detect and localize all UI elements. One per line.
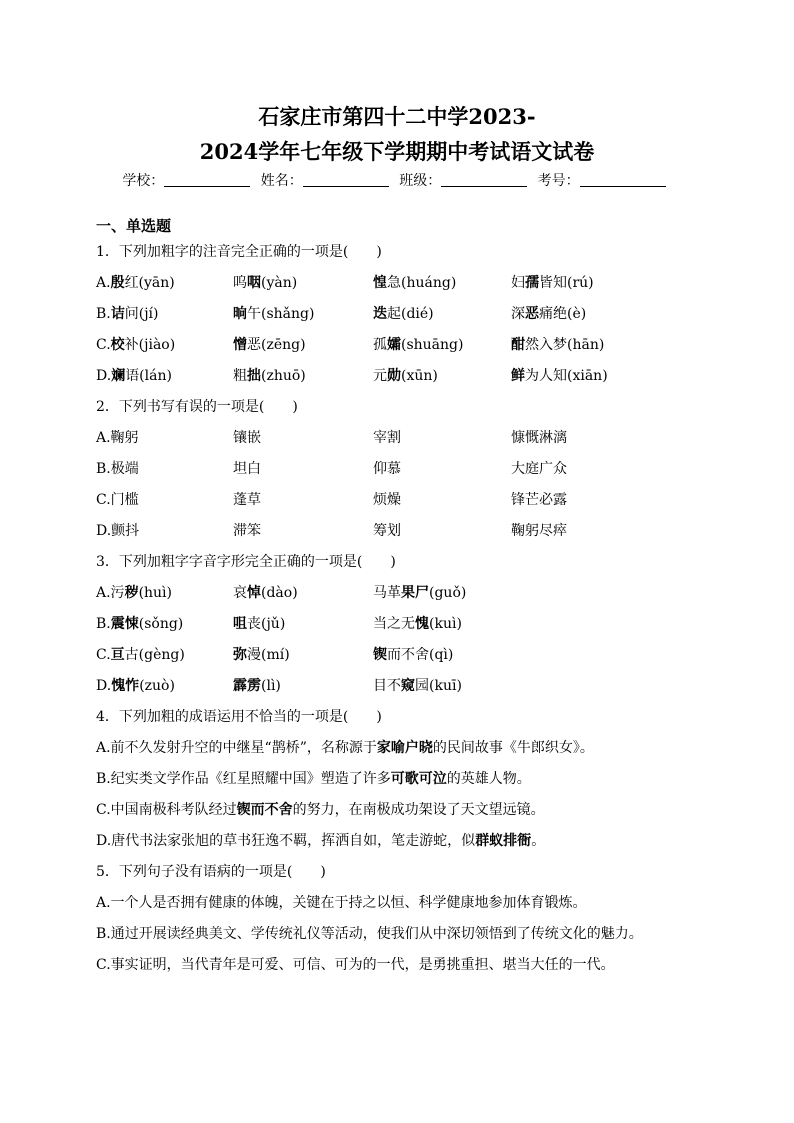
question-1-option-d[interactable] bbox=[96, 361, 706, 392]
question-5-stem: 5．下列句子没有语病的一项是( ) bbox=[96, 864, 326, 880]
option-cell: 妇孺皆知(rú) bbox=[511, 275, 594, 291]
question-2-option-a[interactable] bbox=[96, 423, 706, 454]
name-label: 姓名： bbox=[260, 173, 303, 189]
option-cell: 弥漫(mí) bbox=[233, 647, 290, 663]
option-cell: C.门槛 bbox=[96, 492, 139, 508]
option-cell: 元勋(xūn) bbox=[373, 368, 438, 384]
question-3-option-b[interactable] bbox=[96, 609, 706, 640]
option-cell: 马革果尸(guǒ) bbox=[373, 585, 467, 601]
name-blank[interactable] bbox=[303, 172, 389, 187]
question-2-stem: 2．下列书写有误的一项是( ) bbox=[96, 399, 298, 415]
exam-title-line2: 2024学年七年级下学期期中考试语文试卷 bbox=[199, 139, 595, 164]
school-label: 学校： bbox=[122, 173, 165, 189]
option-cell: C.校补(jiào) bbox=[96, 337, 176, 353]
option-cell: 滞笨 bbox=[233, 523, 261, 539]
option-cell: 酣然入梦(hān) bbox=[511, 337, 605, 353]
question-2-option-b[interactable] bbox=[96, 454, 706, 485]
option-cell: 坦白 bbox=[233, 461, 261, 477]
option-cell: 大庭广众 bbox=[511, 461, 567, 477]
option-cell: 咀丧(jǔ) bbox=[233, 616, 286, 632]
question-2-option-c[interactable] bbox=[96, 485, 706, 516]
class-label: 班级： bbox=[399, 173, 442, 189]
option-cell: B.诘问(jí) bbox=[96, 306, 159, 322]
question-1-option-b[interactable] bbox=[96, 299, 706, 330]
question-4-option-b[interactable]: B.纪实类文学作品《红星照耀中国》塑造了许多可歌可泣的英雄人物。 bbox=[96, 771, 531, 787]
question-2-option-d[interactable] bbox=[96, 516, 706, 547]
option-cell: 慷慨淋漓 bbox=[511, 430, 567, 446]
option-cell: 镶嵌 bbox=[233, 430, 261, 446]
option-cell: 孤孀(shuāng) bbox=[373, 337, 464, 353]
question-3-stem: 3．下列加粗字字音字形完全正确的一项是( ) bbox=[96, 554, 396, 570]
student-info-row bbox=[0, 170, 794, 190]
school-blank[interactable] bbox=[164, 172, 250, 187]
question-3-option-c[interactable] bbox=[96, 640, 706, 671]
option-cell: 筹划 bbox=[373, 523, 401, 539]
question-1-option-a[interactable] bbox=[96, 268, 706, 299]
option-cell: 迭起(dié) bbox=[373, 306, 434, 322]
option-cell: 蓬草 bbox=[233, 492, 261, 508]
question-4-option-d[interactable]: D.唐代书法家张旭的草书狂逸不羁，挥洒自如，笔走游蛇，似群蚁排衙。 bbox=[96, 833, 546, 849]
exam-number-label: 考号： bbox=[537, 173, 580, 189]
questions bbox=[96, 237, 706, 981]
question-4-option-c[interactable]: C.中国南极科考队经过锲而不舍的努力，在南极成功架设了天文望远镜。 bbox=[96, 802, 545, 818]
option-cell: 烦燥 bbox=[373, 492, 401, 508]
exam-title-line1: 石家庄市第四十二中学2023- bbox=[258, 104, 536, 129]
question-5-option-c[interactable]: C.事实证明，当代青年是可爱、可信、可为的一代，是勇挑重担、堪当大任的一代。 bbox=[96, 957, 615, 973]
question-3-option-a[interactable] bbox=[96, 578, 706, 609]
option-cell: D.斓语(lán) bbox=[96, 368, 172, 384]
section-heading: 一、单选题 bbox=[96, 217, 172, 235]
option-cell: A.污秽(huì) bbox=[96, 585, 172, 601]
option-cell: B.震悚(sǒng) bbox=[96, 616, 184, 632]
question-1-option-c[interactable] bbox=[96, 330, 706, 361]
option-cell: 锋芒必露 bbox=[511, 492, 567, 508]
option-cell: 憎恶(zēng) bbox=[233, 337, 306, 353]
option-cell: 鲜为人知(xiān) bbox=[511, 368, 608, 384]
option-cell: 锲而不舍(qì) bbox=[373, 647, 454, 663]
option-cell: 呜咽(yàn) bbox=[233, 275, 298, 291]
option-cell: 晌午(shǎng) bbox=[233, 306, 315, 322]
option-cell: 仰慕 bbox=[373, 461, 401, 477]
question-5-option-b[interactable]: B.通过开展读经典美文、学传统礼仪等活动，使我们从中深切领悟到了传统文化的魅力。 bbox=[96, 926, 643, 942]
option-cell: 当之无愧(kuì) bbox=[373, 616, 462, 632]
class-blank[interactable] bbox=[441, 172, 527, 187]
option-cell: 哀悼(dào) bbox=[233, 585, 298, 601]
option-cell: 目不窥园(kuī) bbox=[373, 678, 462, 694]
question-4-option-a[interactable]: A.前不久发射升空的中继星“鹊桥”，名称源于家喻户晓的民间故事《牛郎织女》。 bbox=[96, 740, 594, 756]
option-cell: C.亘古(gèng) bbox=[96, 647, 185, 663]
question-5-option-a[interactable]: A.一个人是否拥有健康的体魄，关键在于持之以恒、科学健康地参加体育锻炼。 bbox=[96, 895, 587, 911]
option-cell: A.鞠躬 bbox=[96, 430, 139, 446]
option-cell: 霹雳(lì) bbox=[233, 678, 281, 694]
option-cell: D.愧怍(zuò) bbox=[96, 678, 175, 694]
option-cell: D.颤抖 bbox=[96, 523, 140, 539]
question-4-stem: 4．下列加粗的成语运用不恰当的一项是( ) bbox=[96, 709, 382, 725]
option-cell: 惶急(huáng) bbox=[373, 275, 457, 291]
exam-number-blank[interactable] bbox=[580, 172, 666, 187]
option-cell: 粗拙(zhuō) bbox=[233, 368, 306, 384]
option-cell: A.殷红(yān) bbox=[96, 275, 175, 291]
question-1-stem: 1．下列加粗字的注音完全正确的一项是( ) bbox=[96, 244, 382, 260]
question-3-option-d[interactable] bbox=[96, 671, 706, 702]
option-cell: 鞠躬尽瘁 bbox=[511, 523, 567, 539]
option-cell: 深恶痛绝(è) bbox=[511, 306, 587, 322]
option-cell: 宰割 bbox=[373, 430, 401, 446]
option-cell: B.极端 bbox=[96, 461, 139, 477]
